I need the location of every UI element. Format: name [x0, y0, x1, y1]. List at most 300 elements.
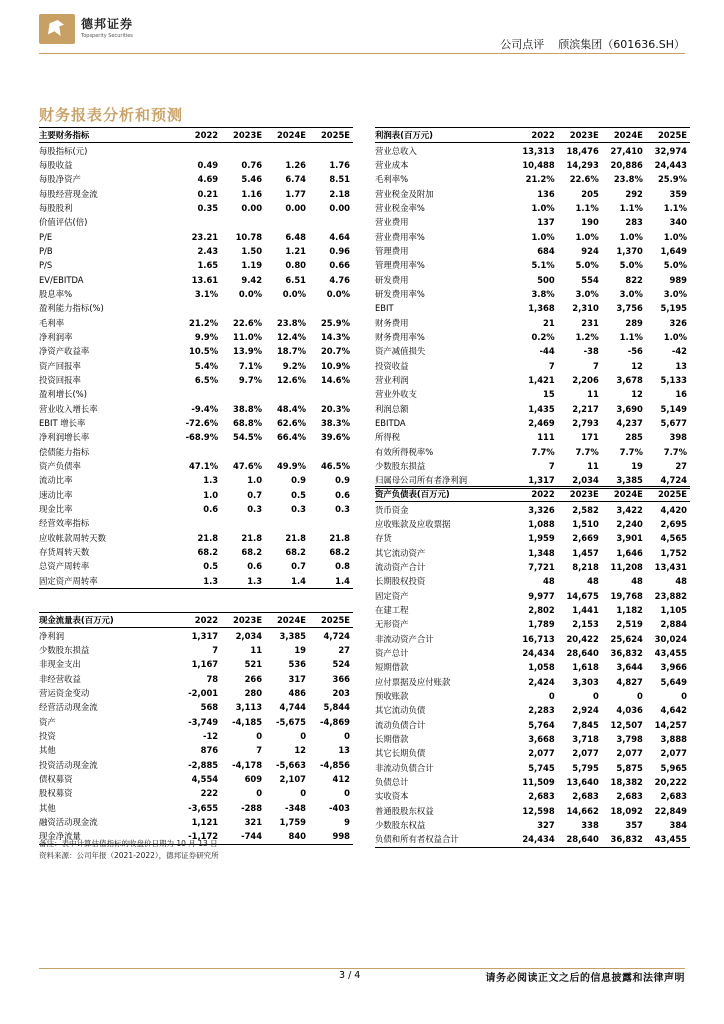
row-label: 其他	[39, 745, 56, 756]
table-row	[39, 143, 353, 158]
table-row	[39, 402, 353, 416]
cell-value: 0	[592, 690, 599, 701]
cell-value: 7.7%	[575, 446, 599, 457]
cell-value: 5,677	[660, 418, 687, 429]
table-row	[39, 158, 353, 172]
table-row	[39, 545, 353, 559]
cell-value: 0	[681, 690, 687, 701]
cell-value: 24,443	[654, 159, 687, 170]
cell-value: 2,240	[616, 518, 643, 529]
cell-value: 0	[300, 730, 307, 741]
year-header: 2022	[514, 487, 558, 502]
cell-value: 43,455	[654, 647, 687, 658]
table-row	[39, 516, 353, 530]
cell-value: 18,382	[610, 777, 643, 788]
cell-value	[177, 301, 221, 315]
cell-value: 1,510	[572, 518, 599, 529]
table-row	[375, 818, 690, 832]
cell-value: 5,965	[660, 762, 687, 773]
row-label: 其它流动负债	[375, 705, 426, 716]
row-label: 负债和所有者权益合计	[375, 832, 514, 847]
cell-value	[221, 143, 265, 158]
cell-value: 5,133	[660, 375, 687, 386]
cell-value: 5.1%	[531, 260, 555, 271]
row-label: 速动比率	[39, 489, 73, 500]
cell-value: 2,793	[572, 418, 599, 429]
cell-value: 5,875	[616, 762, 643, 773]
cell-value	[177, 143, 221, 158]
row-label: EBIT	[375, 303, 394, 314]
row-label: P/B	[39, 245, 53, 256]
cell-value: 2,283	[528, 705, 555, 716]
cell-value: 2,519	[616, 619, 643, 630]
table-row	[39, 700, 353, 714]
cell-value: 3,690	[616, 403, 643, 414]
row-label: 盈利能力指标(%)	[39, 303, 104, 314]
cell-value: 1,167	[191, 659, 219, 670]
cell-value: 12	[631, 389, 643, 400]
cell-value: 49.9%	[276, 461, 307, 472]
cell-value: 2,683	[616, 791, 643, 802]
cell-value: 0.9	[335, 475, 350, 486]
cell-value: 12	[294, 745, 307, 756]
table-row	[39, 215, 353, 229]
cell-value: 0.3	[291, 504, 307, 515]
cell-value: 19	[294, 644, 307, 655]
cell-value	[221, 215, 265, 229]
cell-value: 2,077	[528, 748, 555, 759]
cell-value: 1,121	[191, 816, 219, 827]
source-line: 资料来源：公司年报（2021-2022），德邦证券研究所	[39, 851, 219, 860]
table-row	[375, 631, 690, 645]
table-row	[39, 445, 353, 459]
row-label: EBIT 增长率	[39, 418, 86, 429]
header-divider	[39, 53, 685, 54]
cell-value: 289	[625, 317, 643, 328]
cell-value: 0.35	[197, 202, 219, 213]
cell-value: 3,326	[528, 504, 555, 515]
cell-value: 222	[200, 788, 219, 799]
cell-value: 0.5	[291, 489, 307, 500]
cell-value: 2,469	[528, 418, 555, 429]
cell-value: 3,718	[572, 734, 599, 745]
cell-value: 136	[537, 188, 555, 199]
row-label: 其它长期负债	[375, 748, 426, 759]
cell-value: 0.6	[247, 561, 263, 572]
year-header: 2024E	[265, 613, 309, 628]
cell-value: 840	[265, 829, 309, 844]
cell-value: 23,882	[654, 590, 687, 601]
row-label: 净资产收益率	[39, 346, 90, 357]
cell-value: 0	[548, 690, 555, 701]
cell-value: 0.6	[335, 489, 350, 500]
table-row	[39, 786, 353, 800]
cell-value: 1.0%	[575, 231, 599, 242]
table-row	[39, 459, 353, 473]
cell-value: 3,756	[616, 303, 643, 314]
cell-value: 10.9%	[320, 360, 350, 371]
year-header: 2023E	[221, 128, 265, 143]
cell-value: 280	[244, 687, 263, 698]
cell-value: 5.46	[241, 174, 263, 185]
table-row	[375, 143, 690, 158]
cell-value: 822	[625, 274, 643, 285]
cell-value: 11,208	[610, 561, 643, 572]
cell-value: 137	[537, 217, 555, 228]
table-title: 资产负债表(百万元)	[375, 487, 514, 502]
table-row	[375, 430, 690, 444]
cell-value: 0.80	[285, 260, 307, 271]
cell-value: 1,959	[528, 533, 555, 544]
table-row	[375, 746, 690, 760]
row-label: 长期借款	[375, 734, 409, 745]
row-label: 股息率%	[39, 288, 73, 299]
cell-value: 7.1%	[238, 360, 263, 371]
table-row	[375, 402, 690, 416]
row-label: 资产减值损失	[375, 346, 426, 357]
cell-value: 0.21	[197, 188, 219, 199]
row-label: 营业税金率%	[375, 202, 425, 213]
row-label: 固定资产周转率	[39, 574, 177, 589]
cell-value: 2,107	[279, 773, 307, 784]
table-row	[39, 686, 353, 700]
cell-value: 22.6%	[569, 174, 599, 185]
table-row	[39, 574, 353, 589]
table-row	[39, 502, 353, 516]
cell-value: 13	[338, 745, 350, 756]
cell-value: 285	[625, 432, 643, 443]
cell-value: -72.6%	[185, 418, 219, 429]
cell-value: 54.5%	[233, 432, 263, 443]
table-row	[39, 729, 353, 743]
cell-value: 2,077	[660, 748, 687, 759]
cell-value: 13,640	[566, 777, 599, 788]
row-label: 存货	[375, 533, 392, 544]
cell-value: 11	[587, 389, 599, 400]
table-row	[375, 315, 690, 329]
cell-value: 13	[675, 360, 687, 371]
table-row	[375, 775, 690, 789]
cell-value: 2,683	[660, 791, 687, 802]
table-row	[375, 387, 690, 401]
cell-value: 2,683	[528, 791, 555, 802]
cell-value: 21.2%	[525, 174, 555, 185]
cell-value: 10.5%	[189, 346, 219, 357]
cell-value: 2,884	[660, 619, 687, 630]
cell-value: 23.21	[191, 231, 219, 242]
cell-value: 12,507	[610, 719, 643, 730]
year-header: 2022	[177, 128, 221, 143]
cell-value: 14,293	[566, 159, 599, 170]
notes	[39, 838, 219, 862]
row-label: 净利润	[39, 630, 65, 641]
table-row	[39, 229, 353, 243]
table-row	[375, 201, 690, 215]
cell-value: 231	[581, 317, 599, 328]
cell-value: 0.9	[291, 475, 307, 486]
income-statement-table	[375, 127, 690, 489]
cell-value: 2,424	[528, 676, 555, 687]
table-row	[375, 574, 690, 588]
row-label: 实收资本	[375, 791, 409, 802]
cell-value: 12,598	[522, 805, 555, 816]
cell-value: 11	[587, 461, 599, 472]
cell-value: 7,721	[528, 561, 555, 572]
cell-value: 989	[669, 274, 687, 285]
cell-value	[177, 516, 221, 530]
cell-value: 4,827	[616, 676, 643, 687]
cell-value: 7.7%	[619, 446, 643, 457]
table-row	[375, 703, 690, 717]
table-row	[375, 359, 690, 373]
cell-value: 16,713	[522, 633, 555, 644]
cell-value: -348	[285, 802, 307, 813]
table-row	[39, 258, 353, 272]
cell-value: 3,113	[235, 702, 263, 713]
cell-value: 1,317	[514, 473, 558, 488]
cell-value: 20.3%	[320, 403, 350, 414]
cell-value: -12	[202, 730, 219, 741]
cell-value: 203	[332, 687, 350, 698]
cell-value: 4,724	[646, 473, 690, 488]
cell-value: 7	[548, 461, 555, 472]
cashflow-table	[39, 612, 353, 845]
table-row	[375, 531, 690, 545]
disclaimer: 请务必阅读正文之后的信息披露和法律声明	[485, 973, 685, 984]
table-row	[375, 244, 690, 258]
year-header: 2024E	[602, 128, 646, 143]
cell-value: 20,886	[610, 159, 643, 170]
table-row	[39, 628, 353, 643]
cell-value: 1.0%	[619, 231, 643, 242]
table-row	[375, 445, 690, 459]
cell-value: 2,034	[235, 630, 263, 641]
cell-value: 5.0%	[663, 260, 687, 271]
cell-value: 1,435	[528, 403, 555, 414]
logo-name-en: Topsperity Securities	[81, 33, 133, 39]
row-label: 资产回报率	[39, 360, 81, 371]
cell-value: 4,554	[191, 773, 219, 784]
table-row	[375, 158, 690, 172]
row-label: 营业费用率%	[375, 231, 425, 242]
row-label: 资产总计	[375, 647, 409, 658]
cell-value	[309, 445, 353, 459]
cell-value: 1,421	[528, 375, 555, 386]
cell-value	[221, 516, 265, 530]
cell-value: 1.3	[177, 574, 221, 589]
table-row	[375, 459, 690, 473]
cell-value	[177, 445, 221, 459]
cell-value	[221, 301, 265, 315]
row-label: 经营效率指标	[39, 518, 90, 529]
cell-value: -9.4%	[191, 403, 219, 414]
cell-value: 62.6%	[276, 418, 307, 429]
table-row	[375, 832, 690, 847]
table-row	[39, 815, 353, 829]
cell-value: 78	[206, 673, 219, 684]
cell-value: 6.5%	[194, 375, 219, 386]
row-label: 利润总额	[375, 403, 409, 414]
cell-value: 1,441	[572, 604, 599, 615]
table-row	[39, 330, 353, 344]
cell-value	[309, 301, 353, 315]
cell-value: 283	[625, 217, 643, 228]
year-header: 2025E	[646, 487, 690, 502]
table-row	[39, 657, 353, 671]
cell-value: 0.00	[241, 202, 263, 213]
cell-value: 39.6%	[320, 432, 350, 443]
cell-value: 1,088	[528, 518, 555, 529]
table-row	[375, 545, 690, 559]
cell-value: 412	[332, 773, 350, 784]
cell-value: 1.0%	[663, 231, 687, 242]
cell-value: 3,678	[616, 375, 643, 386]
table-row	[39, 559, 353, 573]
cell-value: 14.3%	[320, 331, 350, 342]
row-label: 应收帐款周转天数	[39, 532, 106, 543]
cell-value: 15	[543, 389, 555, 400]
cell-value: 0.3	[335, 504, 350, 515]
table-row	[375, 517, 690, 531]
cell-value	[221, 387, 265, 401]
cell-value: 6.74	[285, 174, 307, 185]
cell-value: 7	[548, 360, 555, 371]
cell-value: 0.5	[203, 561, 219, 572]
cell-value: 0.8	[335, 561, 350, 572]
cell-value: 68.2	[241, 547, 263, 558]
cell-value: 32,974	[654, 145, 687, 156]
table-row	[39, 373, 353, 387]
cell-value: 357	[625, 820, 643, 831]
cell-value: 2,217	[572, 403, 599, 414]
cell-value: -68.9%	[185, 432, 219, 443]
year-header: 2025E	[646, 128, 690, 143]
cell-value: 25.9%	[320, 317, 350, 328]
cell-value: 1.76	[329, 159, 350, 170]
table-row	[375, 617, 690, 631]
row-label: 应收账款及应收票据	[375, 518, 451, 529]
cell-value: 3,644	[616, 662, 643, 673]
year-header: 2022	[177, 613, 221, 628]
row-label: 投资	[39, 730, 56, 741]
cell-value: 11.0%	[233, 331, 263, 342]
row-label: 财务费用率%	[375, 331, 425, 342]
cell-value: 66.4%	[276, 432, 307, 443]
row-label: 有效所得税率%	[375, 446, 434, 457]
cell-value: 2,669	[572, 533, 599, 544]
cell-value: 0	[256, 730, 263, 741]
cell-value: 1.4	[265, 574, 309, 589]
cell-value: 5,149	[660, 403, 687, 414]
row-label: 在建工程	[375, 604, 409, 615]
balance-sheet-table	[375, 486, 690, 848]
cell-value: 4.64	[329, 231, 350, 242]
cell-value: 10,488	[522, 159, 555, 170]
cell-value: 21.8	[329, 532, 350, 543]
cell-value: 8.51	[329, 174, 350, 185]
cell-value: 43,455	[646, 832, 690, 847]
cell-value: 13,431	[654, 561, 687, 572]
cell-value: 5,195	[660, 303, 687, 314]
row-label: EV/EBITDA	[39, 274, 84, 285]
table-row	[375, 674, 690, 688]
cell-value: 16	[675, 389, 687, 400]
cell-value: 876	[200, 745, 219, 756]
cell-value	[309, 516, 353, 530]
cell-value: 338	[581, 820, 599, 831]
cell-value: 9.9%	[194, 331, 219, 342]
cell-value: -38	[583, 346, 599, 357]
cell-value	[265, 301, 309, 315]
table-row	[39, 743, 353, 757]
cell-value: 0.6	[203, 504, 219, 515]
cell-value: 68.8%	[233, 418, 263, 429]
cell-value: 4,237	[616, 418, 643, 429]
logo-mark-icon	[39, 14, 75, 44]
cell-value: 9.2%	[282, 360, 307, 371]
row-label: 毛利率	[39, 317, 65, 328]
cell-value: 327	[537, 820, 555, 831]
cell-value: 398	[669, 432, 687, 443]
cell-value: 524	[332, 659, 350, 670]
row-label: 固定资产	[375, 590, 409, 601]
cell-value: 28,640	[566, 647, 599, 658]
cell-value: 19	[631, 461, 643, 472]
table-row	[39, 244, 353, 258]
table-row	[375, 689, 690, 703]
cell-value	[177, 215, 221, 229]
cell-value: 7,845	[572, 719, 599, 730]
cell-value: -4,185	[232, 716, 263, 727]
cell-value	[265, 215, 309, 229]
cell-value: 4,744	[279, 702, 307, 713]
row-label: 非现金支出	[39, 659, 81, 670]
row-label: 营业总收入	[375, 145, 417, 156]
cell-value: 1.0	[247, 475, 263, 486]
cell-value: 11	[250, 644, 263, 655]
table-header-row	[375, 487, 690, 502]
cell-value: -56	[627, 346, 643, 357]
row-label: P/E	[39, 231, 53, 242]
cell-value: 4,724	[323, 630, 350, 641]
cell-value: 5,745	[528, 762, 555, 773]
cell-value: 7.7%	[663, 446, 687, 457]
row-label: 资产	[39, 716, 56, 727]
row-label: 财务费用	[375, 317, 409, 328]
cell-value: 1,317	[191, 630, 219, 641]
cell-value: 4.76	[329, 274, 350, 285]
cell-value	[265, 387, 309, 401]
cell-value: 4,642	[660, 705, 687, 716]
cell-value: -403	[329, 802, 350, 813]
year-header: 2022	[514, 128, 558, 143]
table-row	[39, 772, 353, 786]
row-label: 投资收益	[375, 360, 409, 371]
table-row	[375, 416, 690, 430]
row-label: EBITDA	[375, 418, 406, 429]
cell-value: 2,077	[616, 748, 643, 759]
table-row	[375, 646, 690, 660]
cell-value: 2,683	[572, 791, 599, 802]
cell-value: -44	[539, 346, 555, 357]
cell-value: 13,313	[522, 145, 555, 156]
cell-value: 3,385	[279, 630, 307, 641]
row-label: 债权募资	[39, 773, 73, 784]
table-row	[39, 416, 353, 430]
cell-value: 1,752	[660, 547, 687, 558]
row-label: P/S	[39, 260, 53, 271]
row-label: 现金比率	[39, 504, 73, 515]
